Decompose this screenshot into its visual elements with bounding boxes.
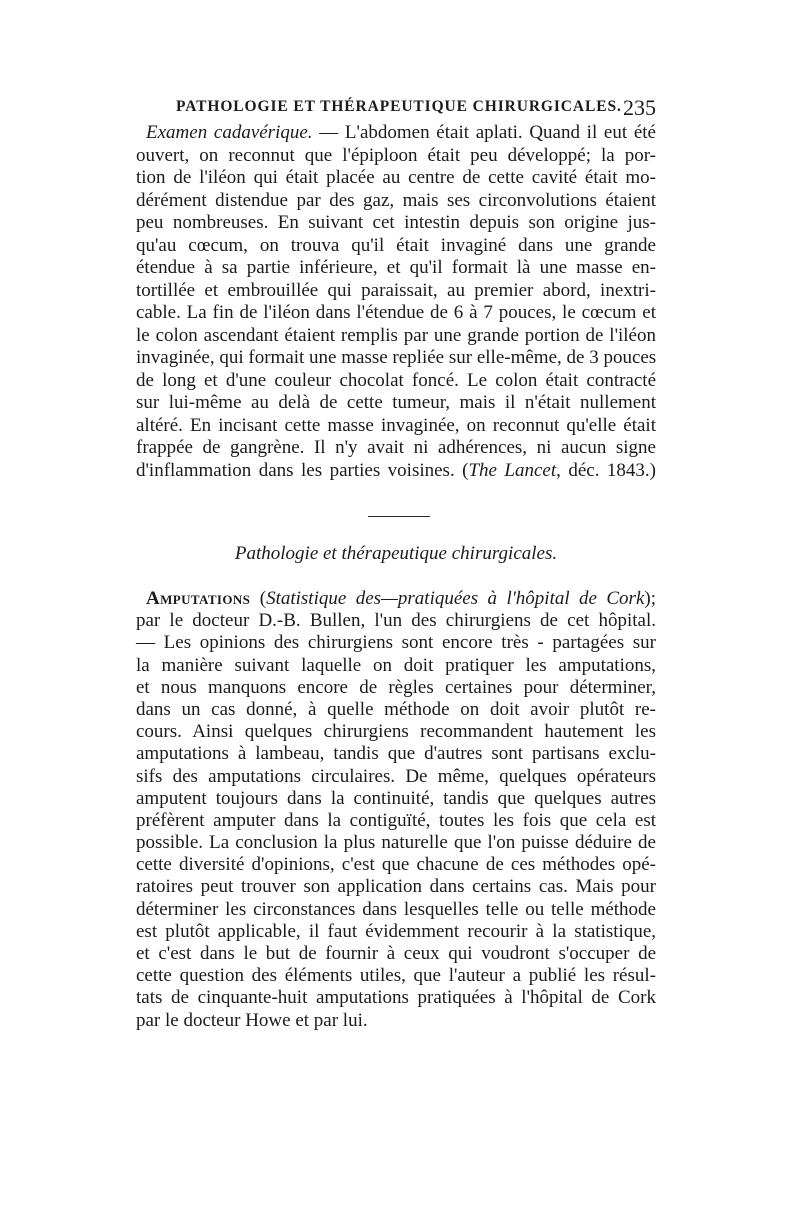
text-line: tion de l'iléon qui était placée au centre de cette cavité était mo- [136,167,656,188]
text-line: préfèrent amputer dans la contiguïté, toutes les fois que cela est [136,809,656,831]
text-line [136,460,656,483]
text-line: ratoires peut trouver son application dans certains cas. Mais pour [136,876,656,898]
text-line: altéré. En incisant cette masse invaginée, on reconnut qu'elle était [136,414,656,436]
section-heading: Pathologie et thérapeutique chirurgicales. [234,543,558,564]
text-line: frappée de gangrène. Il n'y avait ni adhérences, ni aucun signe [136,437,656,458]
text-line: tortillée et embrouillée qui paraissait, au premier abord, inextri- [136,279,656,301]
text-line: la manière suivant laquelle on doit pratiquer les amputations, [136,654,656,676]
article-subtitle: Statistique des—pratiquées à l'hôpital de Cork [266,588,645,609]
text-line: possible. La conclusion la plus naturelle que l'on puisse déduire de [136,832,656,854]
source-citation: The Lancet [468,459,557,481]
text-line: peu nombreuses. En suivant cet intestin depuis son origine jus- [136,212,656,233]
text-line: amputent toujours dans la continuité, tandis que quelques autres [136,787,656,809]
article-title: Amputations [146,588,251,609]
section-divider [368,516,430,517]
running-head [176,95,656,120]
text-line: sifs des amputations circulaires. De même, quelques opérateurs [136,765,656,787]
text-line: cette diversité d'opinions, c'est que chacune de ces méthodes opé- [136,854,656,876]
running-title: PATHOLOGIE ET THÉRAPEUTIQUE CHIRURGICALES. [176,98,622,115]
text-line: cable. La fin de l'iléon dans l'étendue de 6 à 7 pouces, le cœcum et [136,302,656,323]
text-line: dérément distendue par des gaz, mais ses circonvolutions étaient [136,189,656,211]
text-line: sur lui-même au delà de cette tumeur, mais il n'était nullement [136,392,656,413]
case-label: Examen cadavérique. [146,122,313,143]
text-line: est plutôt applicable, il faut évidemment recourir à la statistique, [136,920,656,942]
text-line: cours. Ainsi quelques chirurgiens recommandent hautement les [136,721,656,743]
text-line: amputations à lambeau, tandis que d'autres sont partisans exclu- [136,743,656,765]
text-line [136,122,656,145]
text-line: et nous manquons encore de règles certaines pour déterminer, [136,676,656,698]
article-paragraph [136,588,656,1032]
text-line: étendue à sa partie inférieure, et qu'il formait là une masse en- [136,257,656,278]
text-line: par le docteur D.-B. Bullen, l'un des chirurgiens de cet hôpital. [136,610,656,632]
text-line: de long et d'une couleur chocolat foncé. Le colon était contracté [136,369,656,391]
closing-date: , déc. 1843.) [556,459,656,481]
text-line [136,588,656,610]
text-line: dans un cas donné, à quelle méthode on doit avoir plutôt re- [136,698,656,720]
text-line: cette question des éléments utiles, que l'auteur a publié les résul- [136,965,656,987]
text-line: invaginée, qui formait une masse repliée sur elle-même, de 3 pouces [136,347,657,368]
text-line: ouvert, on reconnut que l'épiploon était peu développé; la por- [136,144,656,166]
page-number: 235 [623,95,656,120]
text-line-content: — L'abdomen était aplati. Quand il eut été [312,122,656,143]
subtitle-close: ); [644,588,656,609]
subtitle-open: ( [250,588,267,609]
text-line: le colon ascendant étaient remplis par une grande portion de l'iléon [136,324,656,346]
closing-text: d'inflammation dans les parties voisines. ( [136,459,469,481]
text-line: et c'est dans le but de fournir à ceux qui voudront s'occuper de [136,943,656,964]
text-line: qu'au cœcum, on trouva qu'il était invaginé dans une grande [136,234,656,256]
text-line: — Les opinions des chirurgiens sont encore très - partagées sur [136,632,656,654]
text-line: déterminer les circonstances dans lesquelles telle ou telle méthode [136,898,656,920]
text-line: tats de cinquante-huit amputations pratiquées à l'hôpital de Cork [136,987,656,1009]
case-report-paragraph [136,122,656,482]
text-line: par le docteur Howe et par lui. [136,1009,368,1031]
